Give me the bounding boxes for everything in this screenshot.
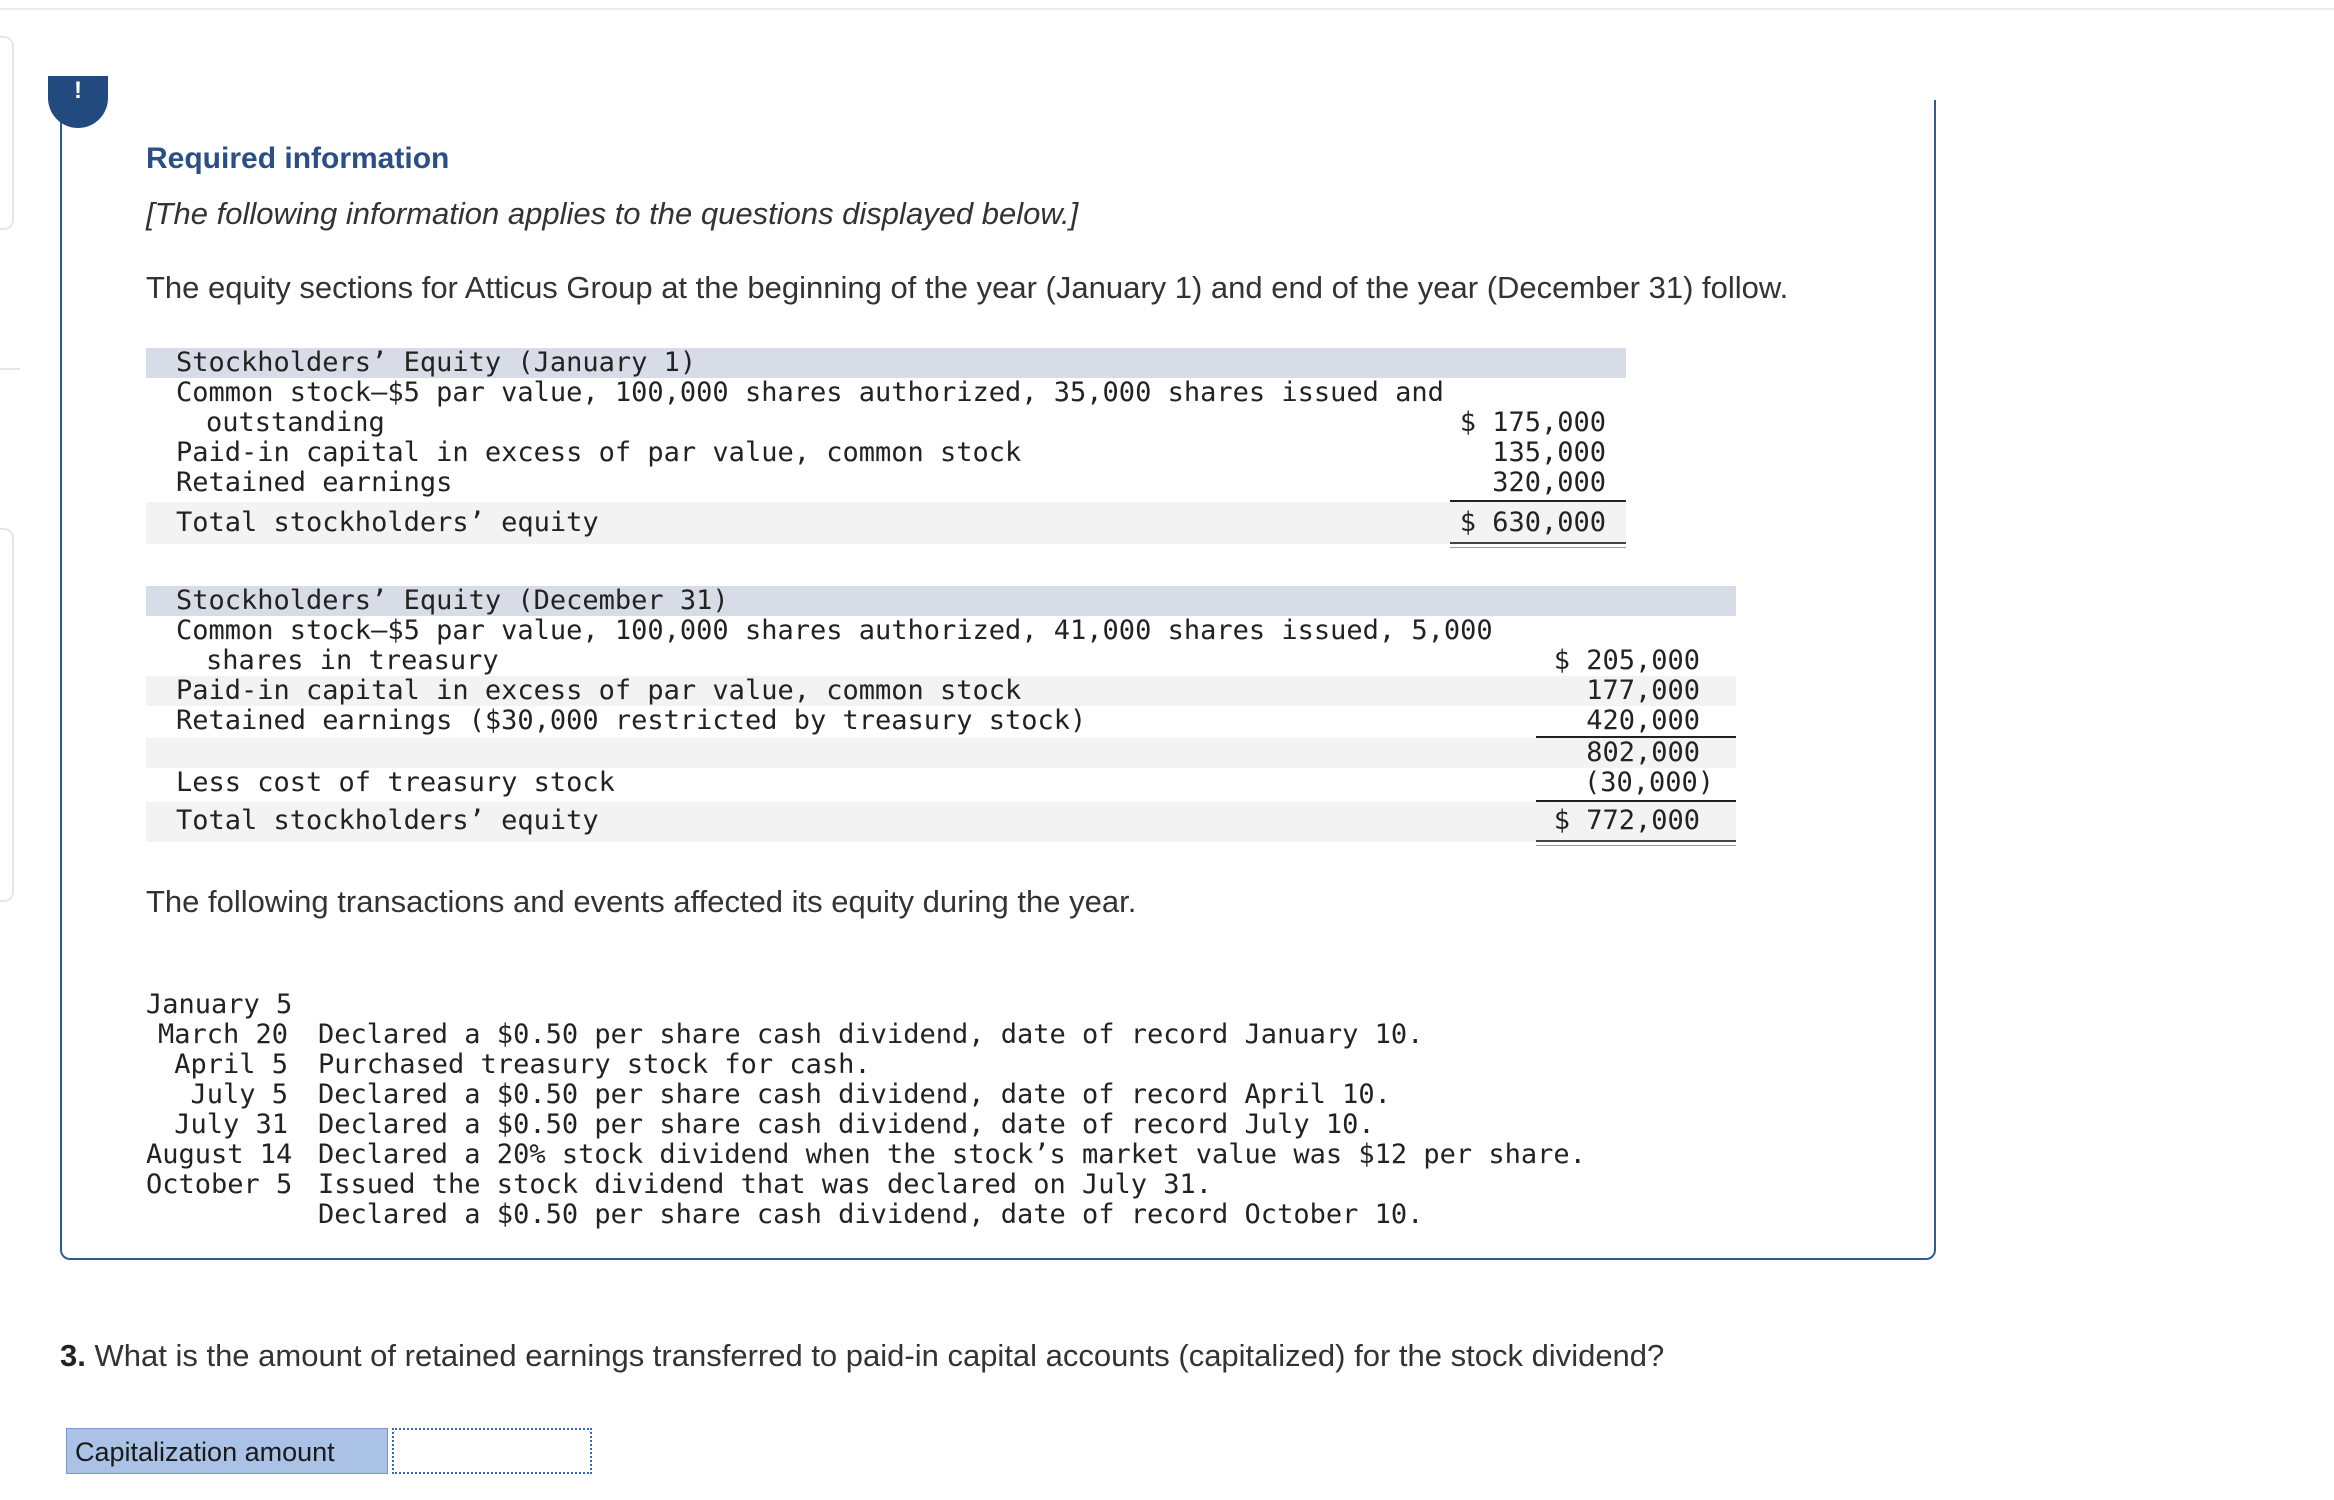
transaction-date: July 31 xyxy=(174,1109,288,1140)
transaction-desc: Declared a $0.50 per share cash dividend, date of record April 10. xyxy=(318,1079,1391,1110)
transaction-date: August 14 xyxy=(146,1139,293,1170)
retained-earnings-amount: 420,000 xyxy=(1586,705,1700,736)
transaction-desc: Declared a $0.50 per share cash dividend, date of record January 10. xyxy=(318,1019,1424,1050)
paid-in-capital-amount: 135,000 xyxy=(1492,437,1606,468)
transaction-date: July 5 xyxy=(190,1079,288,1110)
transactions-intro: The following transactions and events affected its equity during the year. xyxy=(146,884,1137,919)
total-double-rule xyxy=(1536,840,1736,846)
common-stock-label: Common stock—$5 par value, 100,000 shares authorized, 35,000 shares issued and xyxy=(176,377,1444,408)
transaction-desc: Declared a $0.50 per share cash dividend, date of record July 10. xyxy=(318,1109,1375,1140)
paid-in-capital-label: Paid-in capital in excess of par value, common stock xyxy=(176,675,1022,706)
transaction-date: April 5 xyxy=(174,1049,288,1080)
transaction-date: October 5 xyxy=(146,1169,293,1200)
retained-earnings-amount: 320,000 xyxy=(1492,467,1606,498)
paid-in-capital-amount: 177,000 xyxy=(1586,675,1700,706)
top-divider xyxy=(0,8,2334,10)
common-stock-amount: $ 175,000 xyxy=(1459,407,1606,438)
retained-earnings-label: Retained earnings xyxy=(176,467,453,498)
treasury-stock-amount: (30,000) xyxy=(1583,767,1714,798)
left-panel-fragment xyxy=(0,36,14,230)
left-panel-fragment xyxy=(0,528,14,902)
total-equity-label: Total stockholders’ equity xyxy=(176,507,599,538)
total-equity-amount: $ 630,000 xyxy=(1459,507,1606,538)
question-body: What is the amount of retained earnings transferred to paid-in capital accounts (capitalized) for the stock dividend? xyxy=(94,1338,1665,1373)
applies-note: [The following information applies to the questions displayed below.] xyxy=(146,196,1079,231)
left-divider xyxy=(0,368,20,370)
question-number: 3. xyxy=(60,1338,86,1373)
table-heading: Stockholders’ Equity (January 1) xyxy=(176,347,697,378)
alert-icon: ! xyxy=(48,76,108,128)
common-stock-label-cont: outstanding xyxy=(206,407,385,438)
subtotal-row-band xyxy=(146,738,1736,768)
transactions-list xyxy=(146,960,1586,1230)
transaction-desc: Declared a 20% stock dividend when the stock’s market value was $12 per share. xyxy=(318,1139,1586,1170)
transaction-desc: Issued the stock dividend that was declared on July 31. xyxy=(318,1169,1213,1200)
transaction-date: March 20 xyxy=(157,1019,288,1050)
required-information-title: Required information xyxy=(146,142,450,175)
table-heading: Stockholders’ Equity (December 31) xyxy=(176,585,729,616)
transaction-desc: Purchased treasury stock for cash. xyxy=(318,1049,871,1080)
total-equity-amount: $ 772,000 xyxy=(1553,805,1700,836)
common-stock-label: Common stock—$5 par value, 100,000 shares authorized, 41,000 shares issued, 5,000 xyxy=(176,615,1493,646)
capitalization-amount-input[interactable] xyxy=(392,1428,592,1474)
common-stock-amount: $ 205,000 xyxy=(1553,645,1700,676)
capitalization-amount-label: Capitalization amount xyxy=(66,1428,388,1474)
intro-text: The equity sections for Atticus Group at the beginning of the year (January 1) and end of the year (December 31) follow. xyxy=(146,270,1789,305)
total-equity-label: Total stockholders’ equity xyxy=(176,805,599,836)
question-text xyxy=(60,1338,1664,1374)
treasury-stock-label: Less cost of treasury stock xyxy=(176,767,615,798)
common-stock-label-cont: shares in treasury xyxy=(206,645,499,676)
paid-in-capital-label: Paid-in capital in excess of par value, common stock xyxy=(176,437,1022,468)
transaction-date: January 5 xyxy=(146,989,293,1020)
transaction-desc: Declared a $0.50 per share cash dividend, date of record October 10. xyxy=(318,1199,1424,1230)
subtotal-amount: 802,000 xyxy=(1586,737,1700,768)
total-double-rule xyxy=(1450,542,1626,548)
retained-earnings-label: Retained earnings ($30,000 restricted by treasury stock) xyxy=(176,705,1087,736)
